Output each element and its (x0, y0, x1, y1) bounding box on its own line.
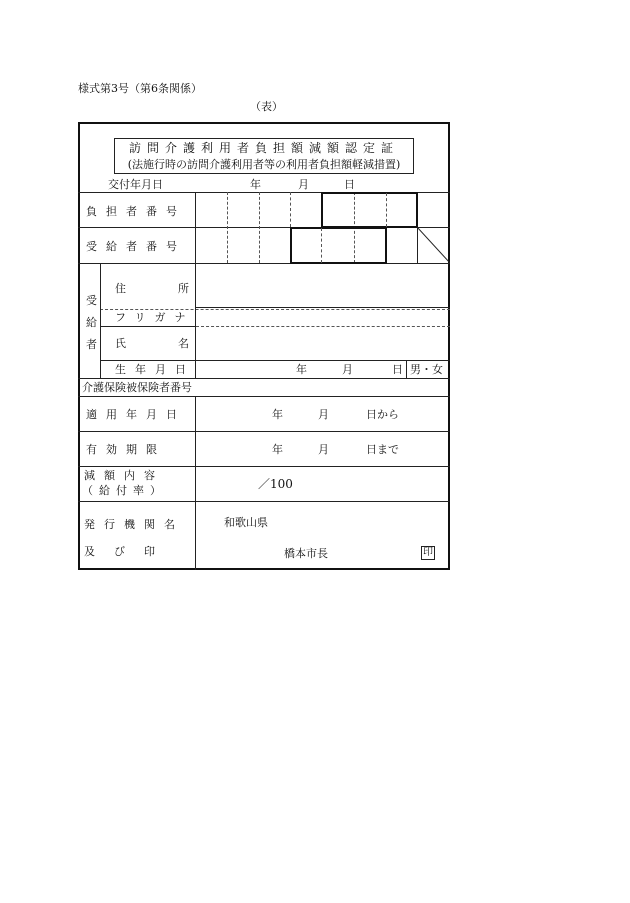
row-divider (78, 466, 450, 467)
apply-date-day: 日から (366, 408, 399, 421)
recipient-group-label-2: 給 (86, 316, 97, 329)
birthdate-month: 月 (342, 363, 353, 376)
official-seal-mark: 印 (423, 547, 433, 558)
digit-divider (386, 193, 387, 227)
side-label: （表） (250, 100, 283, 113)
payer-number-label: 負担者番号 (86, 205, 186, 218)
digit-divider (227, 192, 228, 263)
valid-until-year: 年 (272, 443, 283, 456)
furigana-field[interactable] (196, 310, 450, 326)
insured-number-field[interactable] (196, 379, 450, 396)
insured-number-label: 介護保険被保険者番号 (82, 381, 192, 394)
name-label-left: 氏 (115, 337, 126, 350)
form-number: 様式第3号（第6条関係） (78, 82, 202, 95)
diagonal-slash (417, 227, 450, 263)
apply-date-year: 年 (272, 408, 283, 421)
column-divider (195, 396, 196, 570)
issuer-prefecture: 和歌山県 (224, 516, 268, 529)
row-divider (100, 326, 196, 327)
certificate-title: 訪問介護利用者負担額減額認定証 (128, 141, 399, 155)
name-label-right: 名 (178, 337, 189, 350)
row-divider (100, 360, 450, 361)
recipient-group-label-1: 受 (86, 294, 97, 307)
valid-until-label: 有効期限 (86, 443, 166, 456)
certificate-subtitle: (法施行時の訪問介護利用者等の利用者負担額軽減措置) (127, 158, 401, 171)
payer-number-box[interactable] (321, 192, 418, 228)
valid-until-day: 日まで (366, 443, 399, 456)
birthdate-day: 日 (392, 363, 403, 376)
furigana-label: フリガナ (115, 311, 195, 324)
name-field[interactable] (196, 327, 450, 360)
issuer-mayor: 橋本市長 (284, 547, 328, 560)
row-divider (78, 396, 450, 397)
benefit-rate-label: （給付率） (82, 484, 167, 497)
issue-date-day: 日 (344, 178, 355, 191)
seal-label: 及び印 (84, 545, 174, 558)
address-label-left: 住 (115, 282, 126, 295)
birthdate-year: 年 (296, 363, 307, 376)
digit-divider (259, 192, 260, 263)
digit-divider (290, 192, 291, 227)
row-divider (78, 431, 450, 432)
apply-date-month: 月 (318, 408, 329, 421)
reduction-label: 減額内容 (84, 469, 164, 482)
valid-until-month: 月 (318, 443, 329, 456)
row-divider (78, 501, 450, 502)
recipient-number-box[interactable] (290, 227, 387, 264)
issue-date-label: 交付年月日 (108, 178, 163, 191)
birthdate-label: 生年月日 (115, 363, 195, 376)
recipient-group-label-3: 者 (86, 338, 97, 351)
column-divider (406, 360, 407, 378)
recipient-number-label: 受給者番号 (86, 240, 186, 253)
apply-date-label: 適用年月日 (86, 408, 186, 421)
column-divider (100, 263, 101, 378)
reduction-value: ／100 (258, 477, 293, 491)
address-field[interactable] (196, 264, 450, 307)
issuer-label: 発行機関名 (84, 518, 184, 531)
issue-date-year: 年 (250, 178, 261, 191)
row-divider (196, 307, 450, 308)
sex-options[interactable]: 男・女 (410, 363, 443, 376)
address-label-right: 所 (178, 282, 189, 295)
issue-date-month: 月 (298, 178, 309, 191)
digit-divider (321, 228, 322, 263)
